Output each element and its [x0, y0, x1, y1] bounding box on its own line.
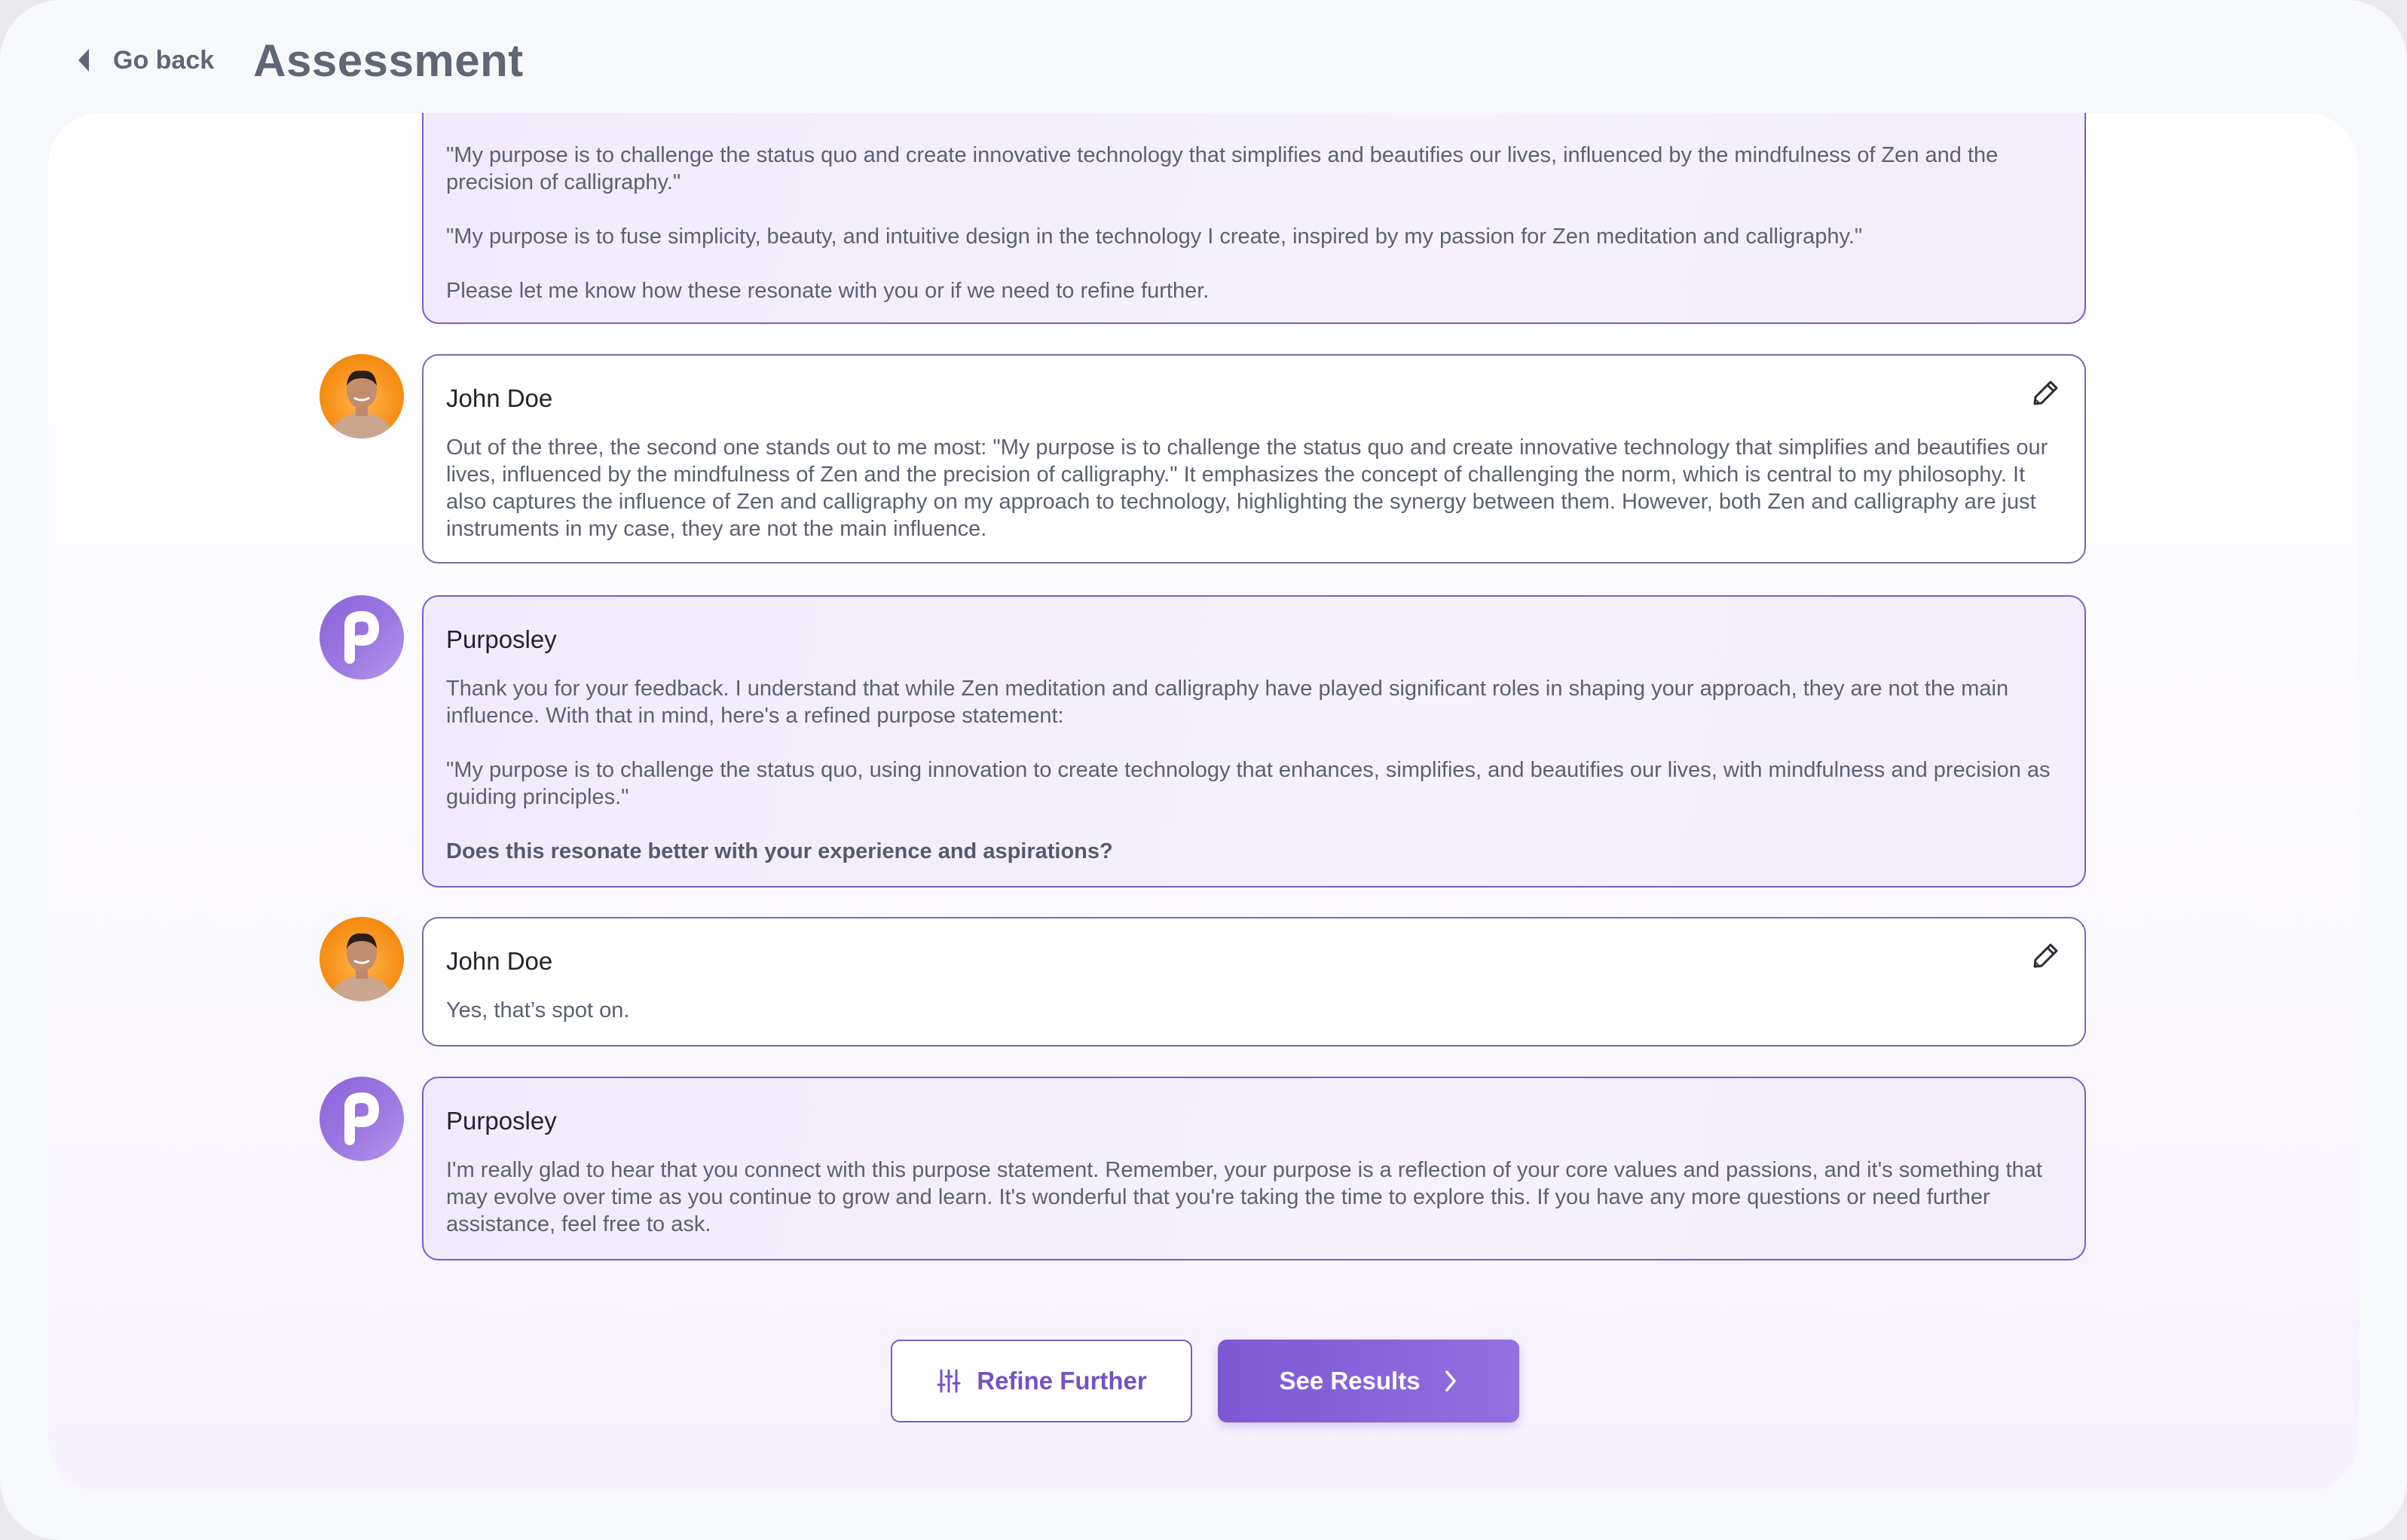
page-title: Assessment: [253, 35, 524, 86]
message-text: Thank you for your feedback. I understand that while Zen meditation and calligraphy have played significant roles in shaping your approach, they are not the main influence. With that in mind, here's a refined purpose statement:: [446, 677, 2009, 728]
refine-further-label: Refine Further: [977, 1367, 1147, 1395]
message-text: "My purpose is to challenge the status quo and create innovative technology that simplifies and beautifies our lives, influenced by the mindfulness of Zen and the precision of calligraphy.": [446, 143, 1999, 194]
refine-further-button[interactable]: [891, 1340, 1192, 1422]
message-question: Does this resonate better with your experience and aspirations?: [446, 839, 1113, 863]
sliders-icon: [936, 1368, 962, 1394]
action-bar: [891, 1340, 1519, 1422]
purposley-logo-icon: [320, 1077, 404, 1161]
purposley-avatar: [320, 1077, 404, 1161]
purposley-avatar: [320, 595, 404, 680]
sender-name: John Doe: [446, 384, 553, 412]
sender-name: Purposley: [446, 625, 557, 653]
header: [75, 30, 524, 90]
chat-message-bot: [422, 1077, 2086, 1260]
see-results-label: See Results: [1279, 1367, 1421, 1395]
sender-name: Purposley: [446, 1107, 557, 1135]
message-text: Out of the three, the second one stands out to me most: "My purpose is to challenge the status quo and create innovative technology that simplifies and beautifies our lives, influenced by the mindfulness of Zen and the precision of calligraphy." It emphasizes the concept of challenging the norm, which is central to my philosophy. It also captures the influence of Zen and calligraphy on my approach to technology, highlighting the synergy between them. However, both Zen and calligraphy are just instruments in my case, they are not the main influence.: [446, 435, 2048, 541]
chat-message-bot: [422, 595, 2086, 888]
caret-left-icon: [75, 47, 92, 73]
chat-message-user: [422, 354, 2086, 564]
purposley-logo-icon: [320, 595, 404, 680]
message-text: Yes, that’s spot on.: [446, 998, 630, 1022]
go-back-button[interactable]: [75, 46, 214, 75]
edit-pencil-icon[interactable]: [2032, 941, 2060, 970]
chat-panel[interactable]: [48, 113, 2359, 1492]
chat-message-user: [422, 917, 2086, 1047]
go-back-label: Go back: [113, 45, 215, 75]
message-text: I'm really glad to hear that you connect with this purpose statement. Remember, your purpose is a reflection of your core values and passions, and it's something that may evolve over time as you continue to grow and learn. It's wonderful that you're taking the time to explore this. If you have any more questions or need further assistance, feel free to ask.: [446, 1158, 2042, 1236]
chat-message-bot: [422, 113, 2086, 324]
see-results-button[interactable]: [1218, 1340, 1519, 1422]
message-text: Please let me know how these resonate with you or if we need to refine further.: [446, 279, 1210, 303]
user-avatar: [320, 917, 404, 1001]
user-avatar: [320, 354, 404, 438]
sender-name: John Doe: [446, 947, 553, 975]
message-text: "My purpose is to challenge the status quo, using innovation to create technology that enhances, simplifies, and beautifies our lives, with mindfulness and precision as guiding principles.": [446, 758, 2051, 809]
edit-pencil-icon[interactable]: [2032, 378, 2060, 407]
chevron-right-icon: [1443, 1369, 1458, 1393]
message-text: "My purpose is to fuse simplicity, beauty, and intuitive design in the technology I create, inspired by my passion for Zen meditation and calligraphy.": [446, 225, 1863, 249]
